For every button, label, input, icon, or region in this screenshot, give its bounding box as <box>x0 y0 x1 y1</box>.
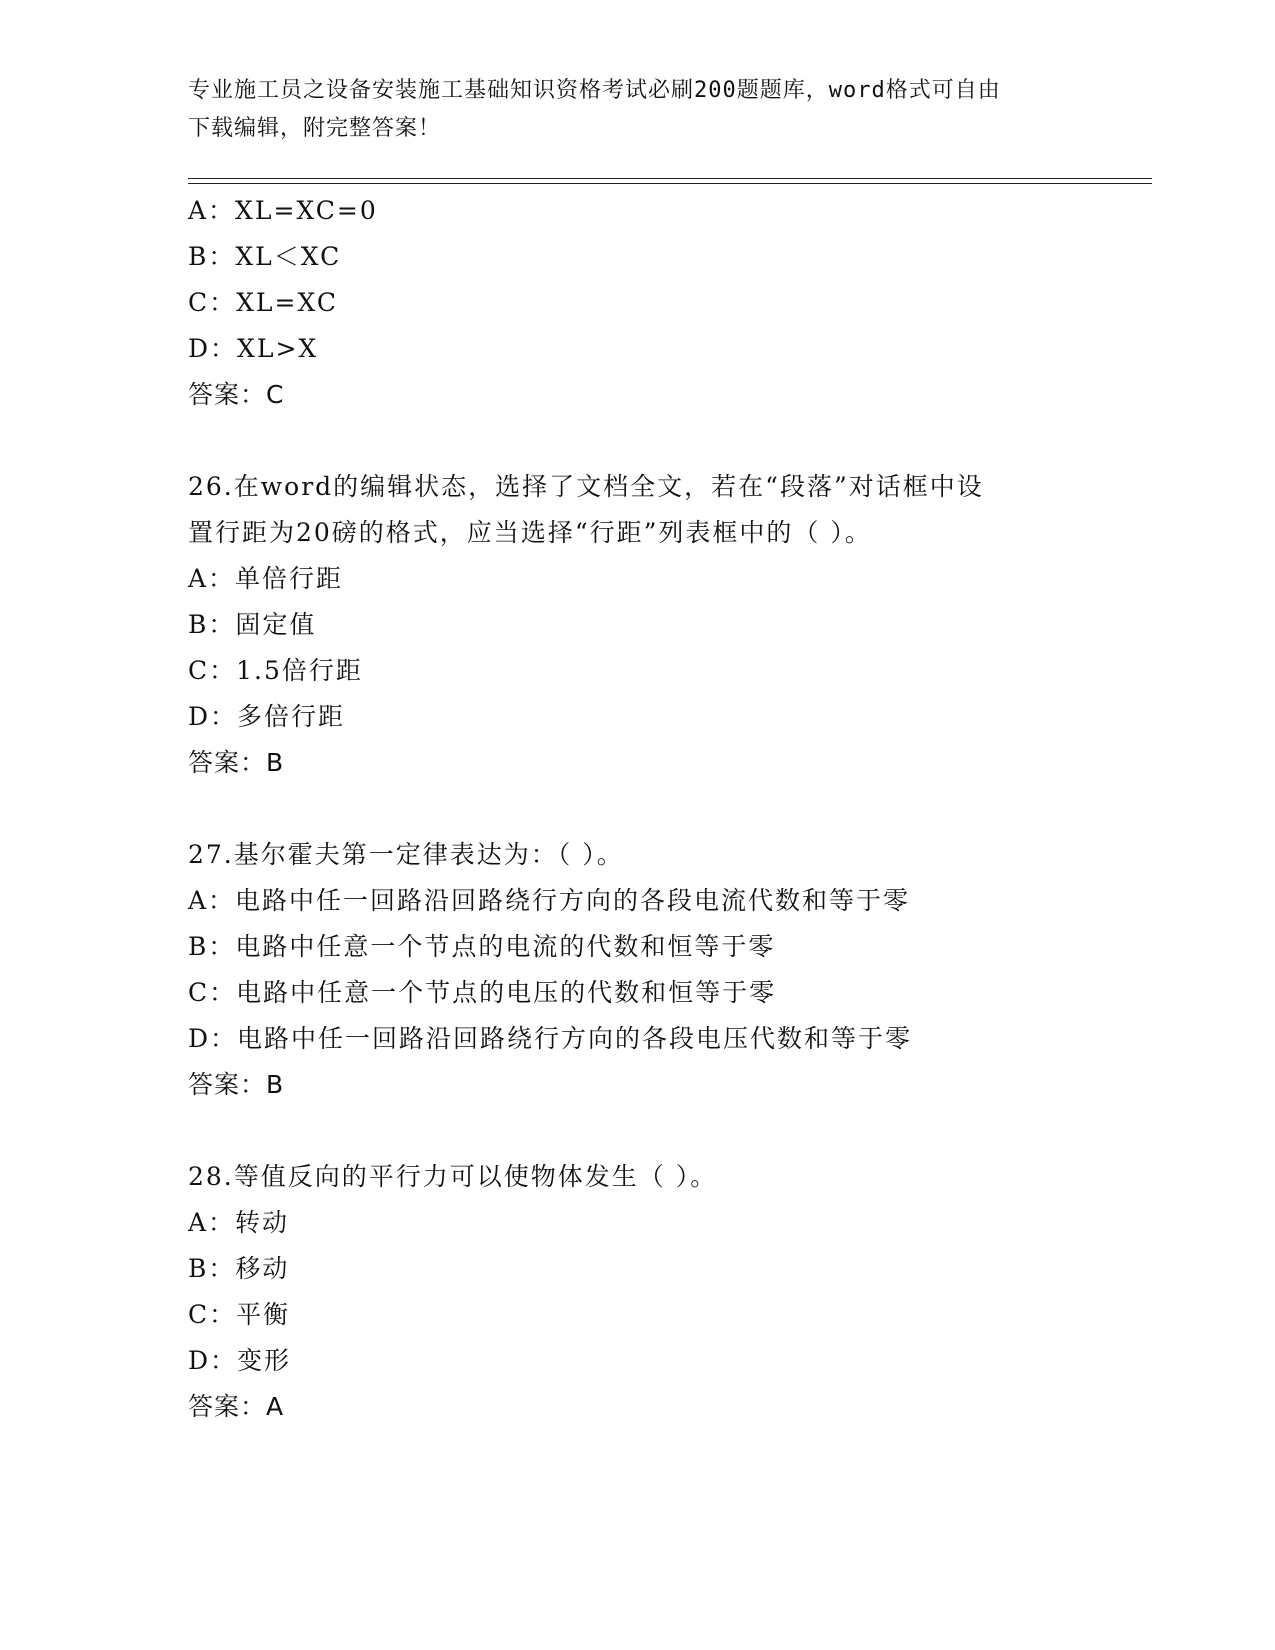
option-c: C：1.5倍行距 <box>188 656 363 685</box>
option-a: A：XL=XC=0 <box>188 196 378 225</box>
option-b: B：固定值 <box>188 610 317 639</box>
question-stem-line-1: 26.在word的编辑状态，选择了文档全文，若在“段落”对话框中设 <box>188 472 984 501</box>
header-divider-bottom <box>188 183 1152 184</box>
question-stem-line-1: 28.等值反向的平行力可以使物体发生（ ）。 <box>188 1162 718 1191</box>
option-c: C：电路中任意一个节点的电压的代数和恒等于零 <box>188 978 777 1007</box>
question-25 <box>188 188 1152 418</box>
answer: 答案：B <box>188 748 285 777</box>
header-divider-top <box>188 178 1152 179</box>
option-d: D：多倍行距 <box>188 702 346 731</box>
option-b: B：电路中任意一个节点的电流的代数和恒等于零 <box>188 932 776 961</box>
header-line-2: 下载编辑，附完整答案！ <box>188 116 442 141</box>
header-line-1: 专业施工员之设备安装施工基础知识资格考试必刷200题题库，word格式可自由 <box>188 78 1001 103</box>
document-header <box>188 72 1078 148</box>
option-b: B：移动 <box>188 1254 290 1283</box>
option-b: B：XL＜XC <box>188 242 342 271</box>
option-a: A：电路中任一回路沿回路绕行方向的各段电流代数和等于零 <box>188 886 911 915</box>
answer: 答案：A <box>188 1392 285 1421</box>
question-stem-line-1: 27.基尔霍夫第一定律表达为：（ ）。 <box>188 840 624 869</box>
option-d: D：XL>X <box>188 334 319 363</box>
question-list <box>188 188 1152 1476</box>
option-c: C：平衡 <box>188 1300 291 1329</box>
question-26 <box>188 464 1152 786</box>
option-d: D：电路中任一回路沿回路绕行方向的各段电压代数和等于零 <box>188 1024 913 1053</box>
question-stem-line-2: 置行距为20磅的格式，应当选择“行距”列表框中的（ ）。 <box>188 518 872 547</box>
option-a: A：单倍行距 <box>188 564 344 593</box>
answer: 答案：B <box>188 1070 285 1099</box>
option-a: A：转动 <box>188 1208 290 1237</box>
option-d: D：变形 <box>188 1346 292 1375</box>
question-28 <box>188 1154 1152 1430</box>
option-c: C：XL=XC <box>188 288 338 317</box>
question-27 <box>188 832 1152 1108</box>
answer: 答案：C <box>188 380 285 409</box>
